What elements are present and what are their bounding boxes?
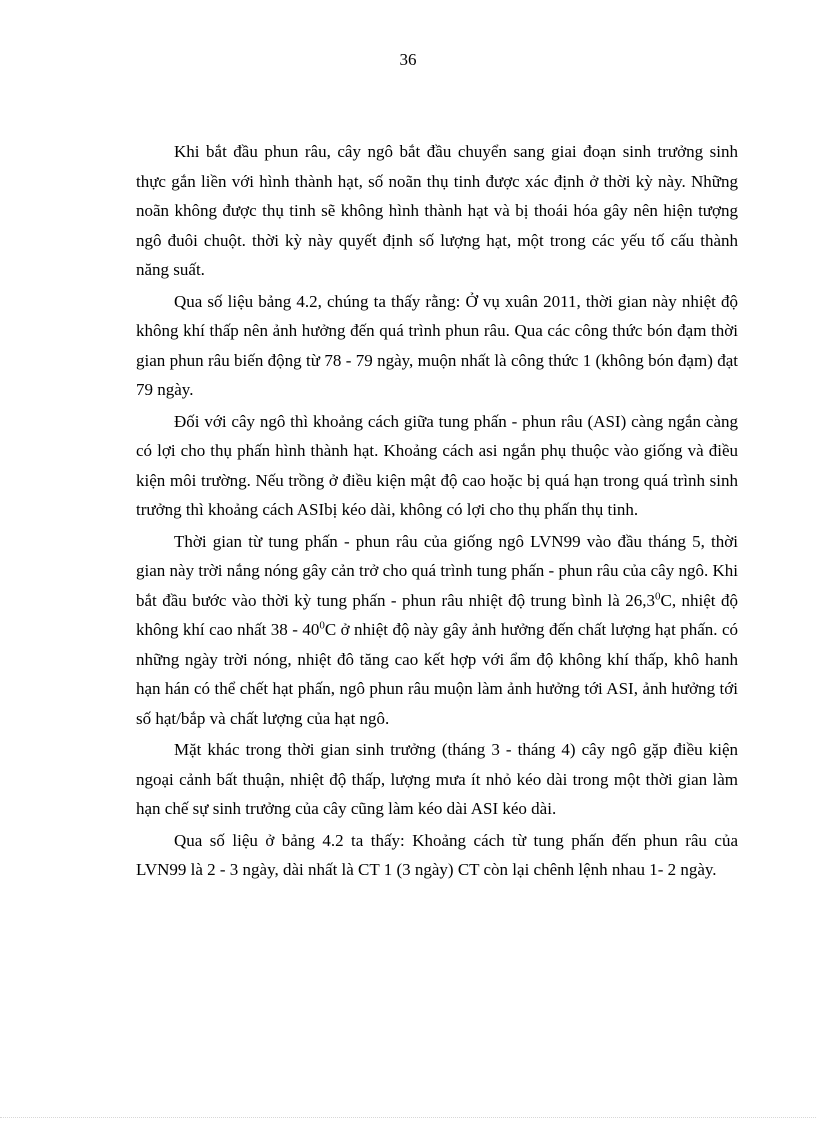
document-body (136, 137, 738, 887)
degree-superscript-1: 0 (655, 589, 661, 602)
paragraph-asi-interval: Đối với cây ngô thì khoảng cách giữa tung phấn - phun râu (ASI) càng ngắn càng có lợi cho thụ phấn hình thành hạt. Khoảng cách asi ngắn phụ thuộc vào giống và điều kiện môi trường. Nếu trồng ở điều kiện mật độ cao hoặc bị quá hạn trong quá trình sinh trưởng thì khoảng cách ASIbị kéo dài, không có lợi cho thụ phấn thụ tinh. (136, 411, 738, 519)
temperature-text-part-2: C, nhiệt độ không khí cao nhất 38 - 40 (136, 590, 738, 639)
paragraph-asi-results: Qua số liệu ở bảng 4.2 ta thấy: Khoảng cách từ tung phấn đến phun râu của LVN99 là 2 - 3 ngày, dài nhất là CT 1 (3 ngày) CT còn lại chênh lệnh nhau 1- 2 ngày. (136, 830, 738, 879)
paragraph-temperature-effects (136, 527, 738, 734)
paragraph-silking-stage: Khi bắt đầu phun râu, cây ngô bắt đầu chuyển sang giai đoạn sinh trưởng sinh thực gắn liền với hình thành hạt, số noãn thụ tinh được xác định ở thời kỳ này. Những noãn không được thụ tinh sẽ không hình thành hạt và bị thoái hóa gây nên hiện tượng ngô đuôi chuột. thời kỳ này quyết định số lượng hạt, một trong các yếu tố cấu thành năng suất. (136, 142, 738, 279)
page-number: 36 (399, 50, 417, 69)
temperature-text-part-1: Thời gian từ tung phấn - phun râu của giống ngô LVN99 vào đầu tháng 5, thời gian này trời nắng nóng gây cản trở cho quá trình tung phấn - phun râu của cây ngô. Khi bắt đầu bước vào thời kỳ tung phấn - phun râu nhiệt độ trung bình là 26,3 (136, 531, 738, 610)
page-bottom-border (0, 1117, 816, 1118)
paragraph-table-4-2-silking-time: Qua số liệu bảng 4.2, chúng ta thấy rằng: Ở vụ xuân 2011, thời gian này nhiệt độ không khí thấp nên ảnh hưởng đến quá trình phun râu. Qua các công thức bón đạm thời gian phun râu biến động từ 78 - 79 ngày, muộn nhất là công thức 1 (không bón đạm) đạt 79 ngày. (136, 291, 738, 399)
degree-superscript-2: 0 (319, 619, 325, 632)
paragraph-growth-conditions: Mặt khác trong thời gian sinh trưởng (tháng 3 - tháng 4) cây ngô gặp điều kiện ngoại cảnh bất thuận, nhiệt độ thấp, lượng mưa ít nhỏ kéo dài trong một thời gian làm hạn chế sự sinh trưởng của cây cũng làm kéo dài ASI kéo dài. (136, 740, 738, 818)
temperature-text-part-3: C ở nhiệt độ này gây ảnh hưởng đến chất lượng hạt phấn. có những ngày trời nóng, nhiệt đô tăng cao kết hợp với ẩm độ không khí thấp, khô hanh hạn hán có thể chết hạt phấn, ngô phun râu muộn làm ảnh hưởng tới ASI, ảnh hưởng tới số hạt/bắp và chất lượng của hạt ngô. (136, 620, 739, 728)
